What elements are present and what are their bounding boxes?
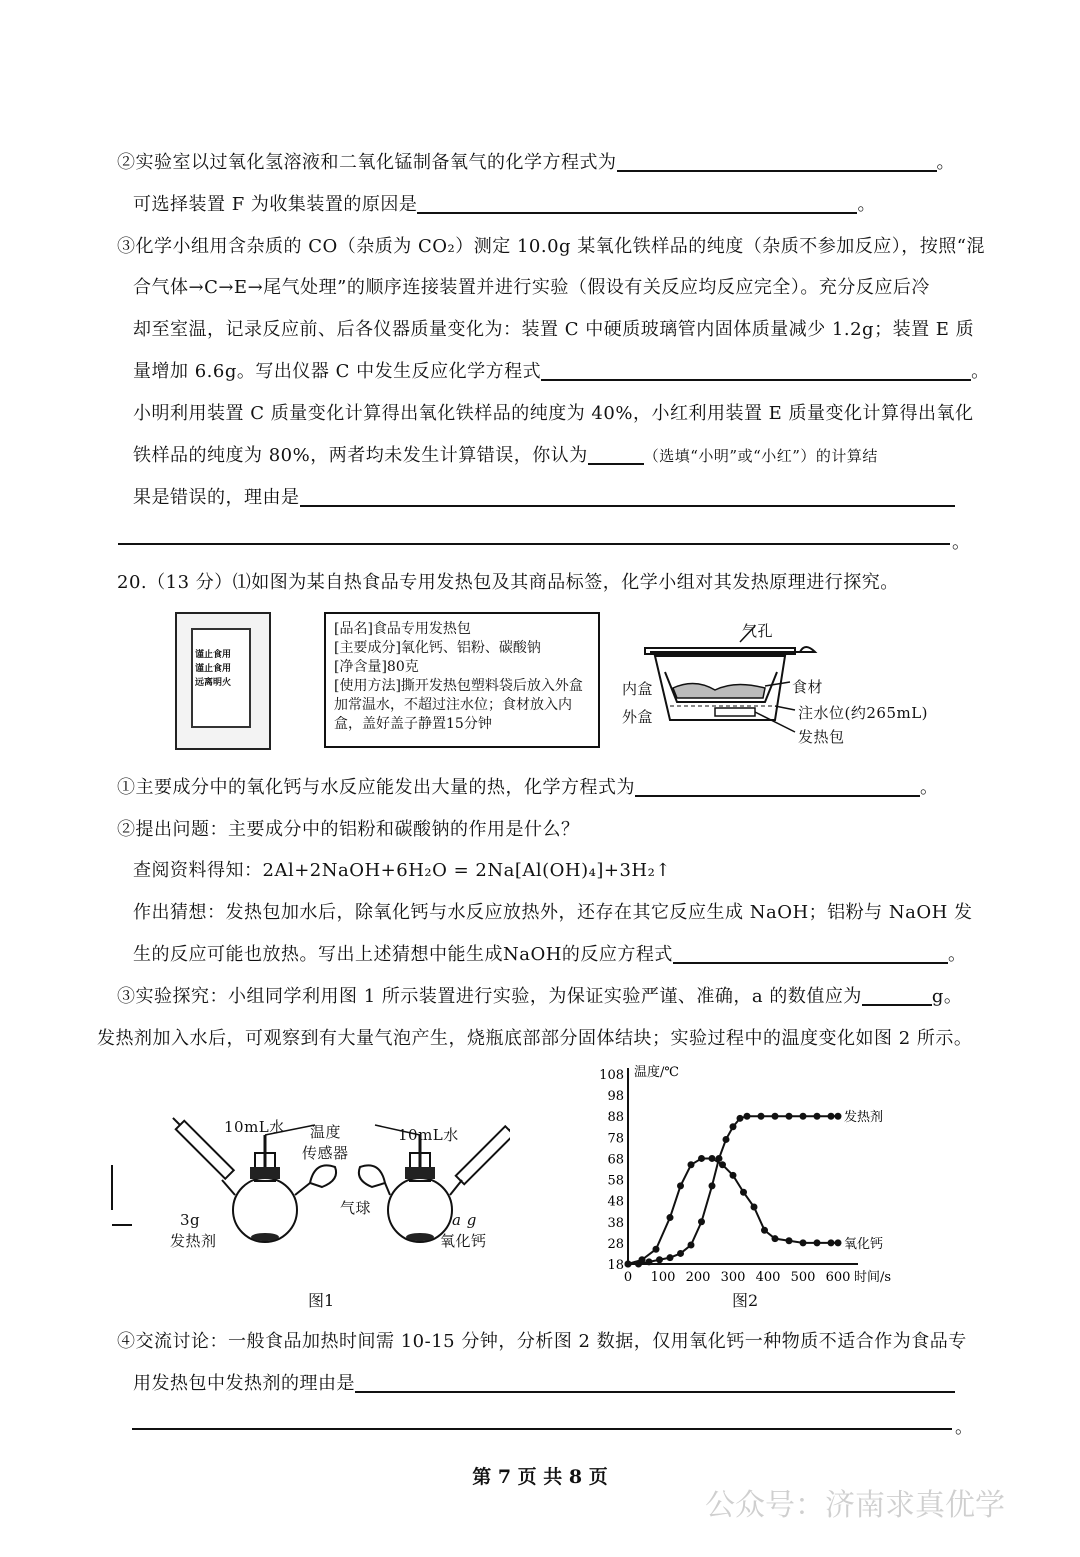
series-label: 氧化钙 (844, 1236, 884, 1252)
answer-blank[interactable] (635, 777, 920, 797)
data-point (723, 1136, 730, 1143)
q19-l9-text: 果是错误的，理由是 (133, 487, 300, 508)
q20-head: 20.（13 分）⑴如图为某自热食品专用发热包及其商品标签，化学小组对其发热原理进行探究。 (117, 572, 899, 593)
data-point (646, 1258, 653, 1265)
data-point (751, 1204, 758, 1211)
x-tick-label: 0 (623, 1270, 633, 1285)
q20-p4: 作出猜想：发热包加水后，除氧化钙与水反应放热外，还存在其它反应生成 NaOH；铝粉与 NaOH 发 (133, 902, 973, 923)
pkg-text: 谨止食用 (195, 664, 232, 674)
label-heat-pack: 发热包 (798, 728, 845, 746)
label-line: [净含量]80克 (334, 659, 419, 675)
y-tick-label: 68 (607, 1152, 624, 1168)
label-inner-box: 内盒 (622, 680, 654, 698)
data-point (730, 1123, 737, 1130)
q20-p9-text: 用发热包中发热剂的理由是 (133, 1373, 355, 1394)
q20-p3: 查阅资料得知：2Al+2NaOH+6H₂O = 2Na[Al(OH)₄]+3H₂↑ (133, 860, 671, 881)
data-point (667, 1254, 674, 1261)
data-point (719, 1161, 726, 1168)
answer-line[interactable] (132, 1428, 952, 1430)
x-tick-label: 500 (790, 1270, 816, 1285)
y-tick-label: 78 (607, 1131, 624, 1147)
data-point (656, 1256, 663, 1263)
q19-line-8 (133, 441, 878, 467)
data-point (772, 1113, 779, 1120)
q20-p6-unit: g。 (931, 986, 963, 1007)
fig1-water-right: 10mL水 (398, 1126, 459, 1144)
answer-line[interactable] (118, 543, 950, 545)
data-point (744, 1113, 751, 1120)
watermark: 公众号：济南求真优学 (705, 1488, 1005, 1523)
fig1-agent-left: 发热剂 (170, 1232, 217, 1250)
data-point (698, 1218, 705, 1225)
q20-p2: ②提出问题：主要成分中的铝粉和碳酸钠的作用是什么？ (117, 819, 580, 840)
q19-line-7: 小明利用装置 C 质量变化计算得出氧化铁样品的纯度为 40%，小红利用装置 E 质量变化计算得出氧化 (133, 403, 974, 424)
data-point (800, 1113, 807, 1120)
q19-line-3: ③化学小组用含杂质的 CO（杂质为 CO₂）测定 10.0g 某氧化铁样品的纯度（杂质不参加反应），按照“混 (117, 236, 985, 257)
data-point (828, 1113, 835, 1120)
q20-p6-text: ③实验探究：小组同学利用图 1 所示装置进行实验，为保证实验严谨、准确，a 的数值应为 (117, 986, 862, 1007)
fig1-sensor-1: 温度 (310, 1123, 342, 1141)
q20-p6 (117, 982, 962, 1008)
data-point (740, 1189, 747, 1196)
fig1-caption: 图1 (308, 1291, 335, 1310)
data-point (688, 1161, 695, 1168)
fig1-sensor-2: 传感器 (302, 1144, 349, 1162)
q19-line-5: 却至室温，记录反应前、后各仪器质量变化为：装置 C 中硬质玻璃管内固体质量减少 1.2g；装置 E 质 (133, 319, 975, 340)
y-tick-label: 18 (607, 1258, 624, 1273)
fig1-agent-right: 氧化钙 (440, 1232, 487, 1250)
data-point (835, 1113, 842, 1120)
data-point (828, 1239, 835, 1246)
answer-blank[interactable] (417, 194, 857, 214)
period-mark: 。 (955, 1417, 974, 1438)
fig1-water-left: 10mL水 (224, 1118, 285, 1136)
data-point (761, 1227, 768, 1234)
data-point (772, 1235, 779, 1242)
q19-l8b-text: （选填“小明”或“小红”）的计算结 (643, 447, 878, 465)
y-tick-label: 38 (607, 1215, 624, 1231)
label-vent: 气孔 (742, 622, 774, 640)
data-point (800, 1239, 807, 1246)
y-tick-label: 48 (607, 1194, 624, 1210)
data-point (639, 1256, 646, 1263)
data-point (737, 1115, 744, 1122)
x-tick-label: 600 (825, 1270, 851, 1285)
data-point (625, 1261, 632, 1268)
q20-p7: 发热剂加入水后，可观察到有大量气泡产生，烧瓶底部部分固体结块；实验过程中的温度变化如图 2 所示。 (97, 1028, 973, 1049)
q20-p5-text: 生的反应可能也放热。写出上述猜想中能生成NaOH的反应方程式 (133, 944, 673, 965)
x-tick-label: 200 (685, 1270, 711, 1285)
fig1-mass-right: a g (452, 1211, 477, 1229)
label-outer-box: 外盒 (622, 708, 654, 726)
x-axis-label: 时间/s (854, 1270, 892, 1285)
data-point (677, 1182, 684, 1189)
q19-line-4: 合气体→C→E→尾气处理”的顺序连接装置并进行实验（假设有关反应均反应完全）。充分反应后冷 (133, 277, 930, 298)
q19-line-1: ②实验室以过氧化氢溶液和二氧化锰制备氧气的化学方程式为 。 (117, 152, 955, 173)
q20-p1: ①主要成分中的氧化钙与水反应能发出大量的热，化学方程式为 。 (117, 777, 939, 798)
answer-blank[interactable] (300, 487, 955, 507)
data-point (814, 1113, 821, 1120)
data-point (653, 1246, 660, 1253)
label-food: 食材 (792, 678, 824, 696)
data-point (698, 1155, 705, 1162)
answer-blank[interactable] (541, 361, 971, 381)
pkg-text: 远离明火 (195, 678, 232, 688)
data-point (667, 1214, 674, 1221)
y-tick-label: 58 (607, 1173, 624, 1189)
q20-p1-text: ①主要成分中的氧化钙与水反应能发出大量的热，化学方程式为 (117, 777, 635, 798)
q19-line-9 (133, 483, 955, 509)
q20-p9 (133, 1369, 955, 1395)
series-label: 发热剂 (844, 1110, 884, 1126)
heating-pack-image (175, 612, 271, 750)
fig1-mass-left: 3g (180, 1211, 201, 1229)
x-tick-label: 100 (650, 1270, 676, 1285)
label-water-level: 注水位(约265mL) (798, 704, 929, 722)
data-point (709, 1182, 716, 1189)
y-axis-label: 温度/℃ (634, 1065, 679, 1080)
data-point (814, 1239, 821, 1246)
y-tick-label: 98 (607, 1089, 624, 1105)
y-tick-label: 88 (607, 1110, 624, 1126)
data-point (786, 1113, 793, 1120)
q20-p5: 生的反应可能也放热。写出上述猜想中能生成NaOH的反应方程式 。 (133, 944, 967, 965)
fig1-balloon: 气球 (340, 1199, 372, 1217)
fig2-caption: 图2 (732, 1291, 759, 1310)
answer-blank[interactable] (673, 944, 948, 964)
label-line: [使用方法]撕开发热包塑料袋后放入外盒加常温水，不超过注水位；食材放入内盒，盖好盖子静置15分钟 (334, 678, 583, 732)
answer-blank[interactable] (355, 1373, 955, 1393)
food-box-diagram (615, 612, 935, 752)
product-label (324, 612, 600, 748)
data-point (758, 1113, 765, 1120)
period-mark: 。 (952, 532, 971, 553)
answer-blank[interactable] (588, 445, 644, 465)
data-point (730, 1172, 737, 1179)
data-point (835, 1239, 842, 1246)
x-tick-label: 400 (755, 1270, 781, 1285)
q19-l1-text: ②实验室以过氧化氢溶液和二氧化锰制备氧气的化学方程式为 (117, 152, 617, 173)
label-line: [品名]食品专用发热包 (334, 621, 471, 637)
data-point (688, 1242, 695, 1249)
q19-l6-text: 量增加 6.6g。写出仪器 C 中发生反应化学方程式 (133, 361, 542, 382)
q20-p8: ④交流讨论：一般食品加热时间需 10-15 分钟，分析图 2 数据，仅用氧化钙一种物质不适合作为食品专 (117, 1331, 967, 1352)
answer-blank[interactable] (862, 986, 932, 1006)
q19-line-6: 量增加 6.6g。写出仪器 C 中发生反应化学方程式 。 (133, 361, 990, 382)
answer-blank[interactable] (617, 152, 937, 172)
q19-line-2: 可选择装置 F 为收集装置的原因是 。 (133, 194, 876, 215)
q19-l8a-text: 铁样品的纯度为 80%，两者均未发生计算错误，你认为 (133, 445, 588, 466)
pkg-text: 谨止食用 (195, 650, 232, 660)
y-tick-label: 108 (599, 1068, 624, 1083)
data-point (786, 1237, 793, 1244)
data-point (709, 1155, 716, 1162)
q19-l2-text: 可选择装置 F 为收集装置的原因是 (133, 194, 418, 215)
label-line: [主要成分]氧化钙、铝粉、碳酸钠 (334, 640, 541, 656)
page-footer: 第 7 页 共 8 页 (472, 1466, 608, 1488)
data-point (677, 1250, 684, 1257)
x-tick-label: 300 (720, 1270, 746, 1285)
y-tick-label: 28 (607, 1236, 624, 1252)
figure2-temperature-chart (590, 1062, 930, 1287)
